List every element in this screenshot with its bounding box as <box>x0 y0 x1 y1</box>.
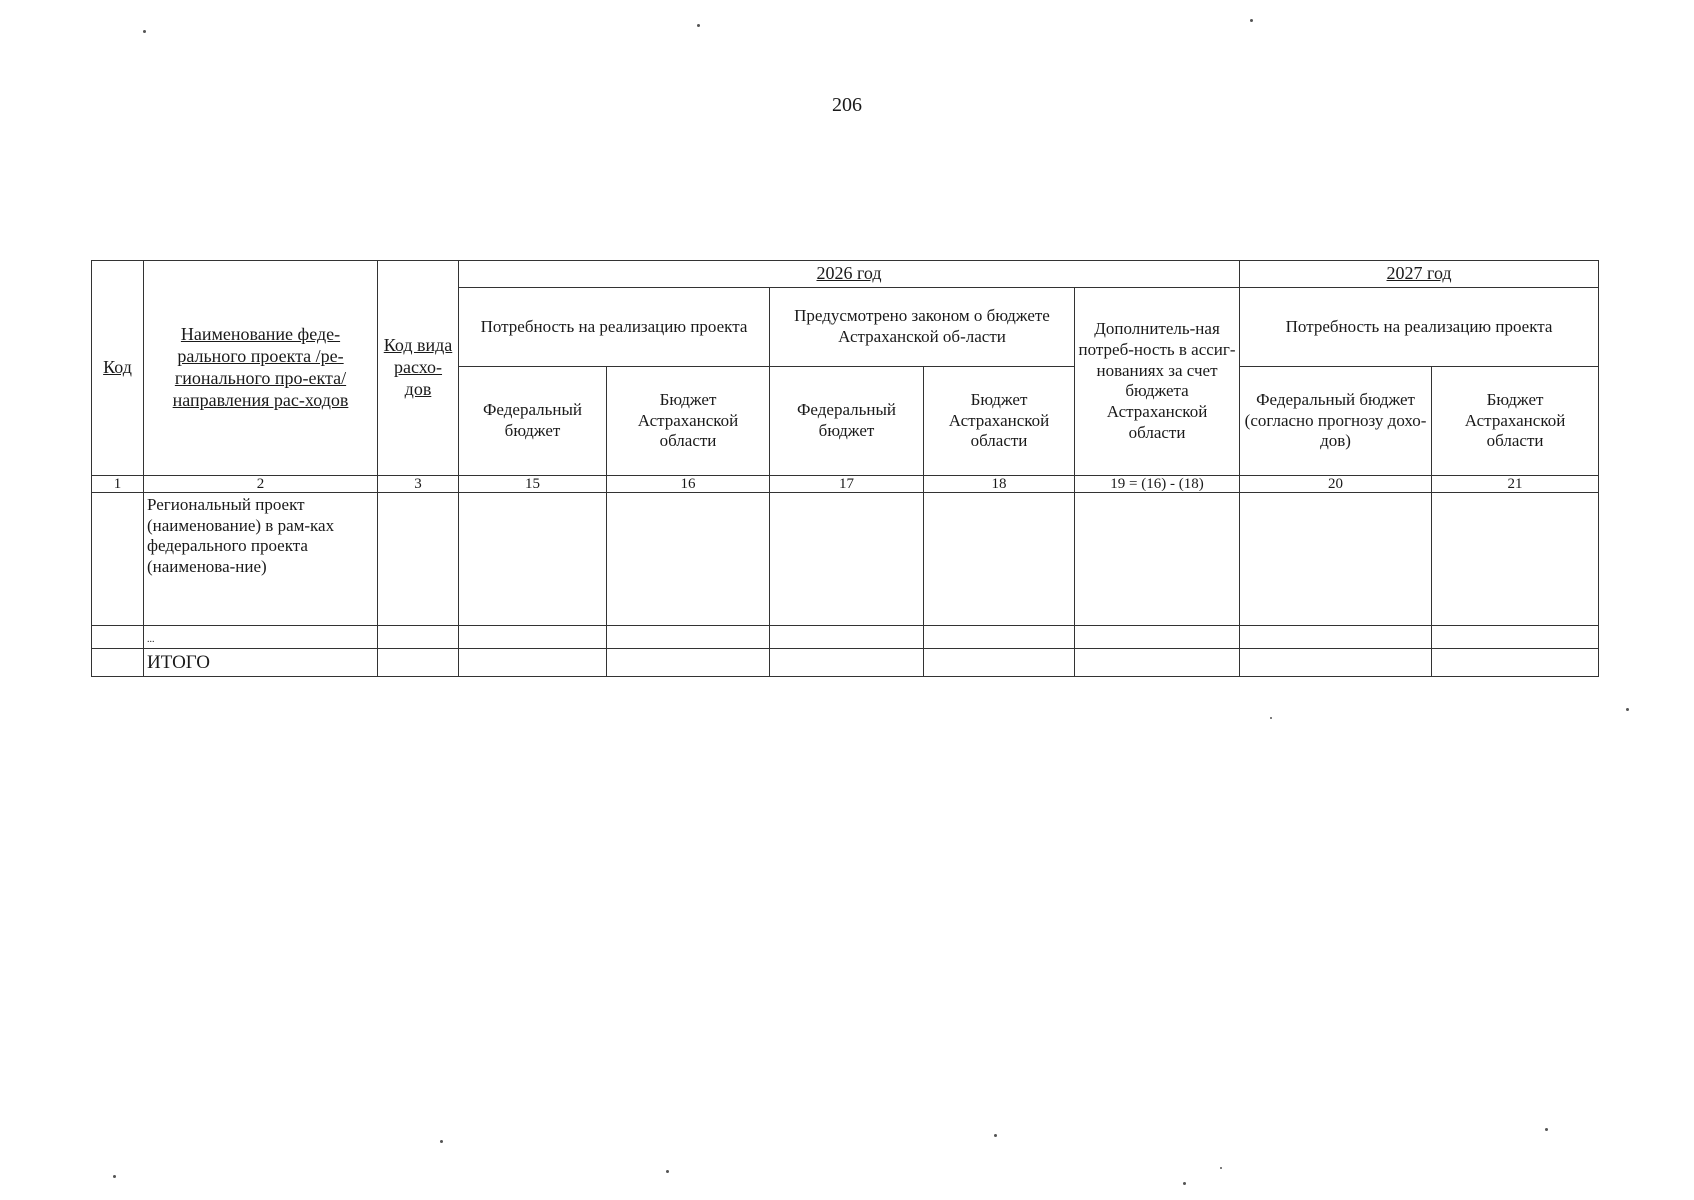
table-cell <box>459 648 607 676</box>
column-number: 16 <box>607 475 770 492</box>
header-federal-budget-17: Федеральный бюджет <box>770 366 924 475</box>
scan-speck <box>994 1134 997 1137</box>
scan-speck <box>697 24 700 27</box>
column-number: 17 <box>770 475 924 492</box>
table-row <box>92 492 1599 625</box>
table-cell <box>924 648 1075 676</box>
column-number: 2 <box>144 475 378 492</box>
column-number: 15 <box>459 475 607 492</box>
table-cell <box>607 648 770 676</box>
table-cell <box>770 648 924 676</box>
column-number: 20 <box>1240 475 1432 492</box>
column-number: 19 = (16) - (18) <box>1075 475 1240 492</box>
column-number: 21 <box>1432 475 1599 492</box>
table-cell <box>459 625 607 648</box>
column-number-row <box>92 475 1599 492</box>
header-need-2026: Потребность на реализацию проекта <box>459 287 770 366</box>
header-year-2026: 2026 год <box>459 261 1240 288</box>
page-number: 206 <box>832 94 862 116</box>
header-provided-by-law: Предусмотрено законом о бюджете Астраханской об-ласти <box>770 287 1075 366</box>
column-number: 1 <box>92 475 144 492</box>
header-federal-budget-20: Федеральный бюджет (согласно прогнозу дохо-дов) <box>1240 366 1432 475</box>
header-code: Код <box>92 261 144 476</box>
table-cell <box>378 492 459 625</box>
table-cell <box>1075 625 1240 648</box>
table-cell <box>924 625 1075 648</box>
scan-speck <box>666 1170 669 1173</box>
table-cell <box>378 648 459 676</box>
header-expense-type-code: Код вида расхо-дов <box>378 261 459 476</box>
table-cell <box>1240 648 1432 676</box>
header-regional-budget-16: Бюджет Астраханской области <box>607 366 770 475</box>
total-label: ИТОГО <box>144 648 378 676</box>
header-regional-budget-21: Бюджет Астраханской области <box>1432 366 1599 475</box>
table-cell <box>1432 492 1599 625</box>
header-year-2027: 2027 год <box>1240 261 1599 288</box>
table-cell <box>1075 492 1240 625</box>
budget-table <box>91 260 1599 677</box>
header-project-name: Наименование феде-рального проекта /ре-гионального про-екта/направления рас-ходов <box>144 261 378 476</box>
header-federal-budget-15: Федеральный бюджет <box>459 366 607 475</box>
header-regional-budget-18: Бюджет Астраханской области <box>924 366 1075 475</box>
table-cell <box>459 492 607 625</box>
table-cell <box>924 492 1075 625</box>
scan-speck <box>1183 1182 1186 1185</box>
scan-speck <box>143 30 146 33</box>
column-number: 3 <box>378 475 459 492</box>
scan-speck <box>1270 717 1272 719</box>
header-need-2027: Потребность на реализацию проекта <box>1240 287 1599 366</box>
table-cell <box>1075 648 1240 676</box>
scan-speck <box>1626 708 1629 711</box>
table-cell <box>607 625 770 648</box>
scan-speck <box>1250 19 1253 22</box>
table-cell <box>1240 625 1432 648</box>
total-row <box>92 648 1599 676</box>
scan-speck <box>440 1140 443 1143</box>
ellipsis-label: ... <box>144 625 378 648</box>
table-cell <box>378 625 459 648</box>
scan-speck <box>1545 1128 1548 1131</box>
table-cell <box>1240 492 1432 625</box>
regional-project-label: Региональный проект (наименование) в рам-ках федерального проекта (наименова-ние) <box>144 492 378 625</box>
table-cell <box>92 648 144 676</box>
header-additional-need: Дополнитель-ная потреб-ность в ассиг-нованиях за счет бюджета Астраханской области <box>1075 287 1240 475</box>
scan-speck <box>113 1175 116 1178</box>
table-cell <box>607 492 770 625</box>
table-cell <box>92 492 144 625</box>
column-number: 18 <box>924 475 1075 492</box>
table-cell <box>770 492 924 625</box>
scan-speck <box>1220 1167 1222 1169</box>
table-cell <box>1432 648 1599 676</box>
table-cell <box>92 625 144 648</box>
table-cell <box>770 625 924 648</box>
table-cell <box>1432 625 1599 648</box>
table-row <box>92 625 1599 648</box>
